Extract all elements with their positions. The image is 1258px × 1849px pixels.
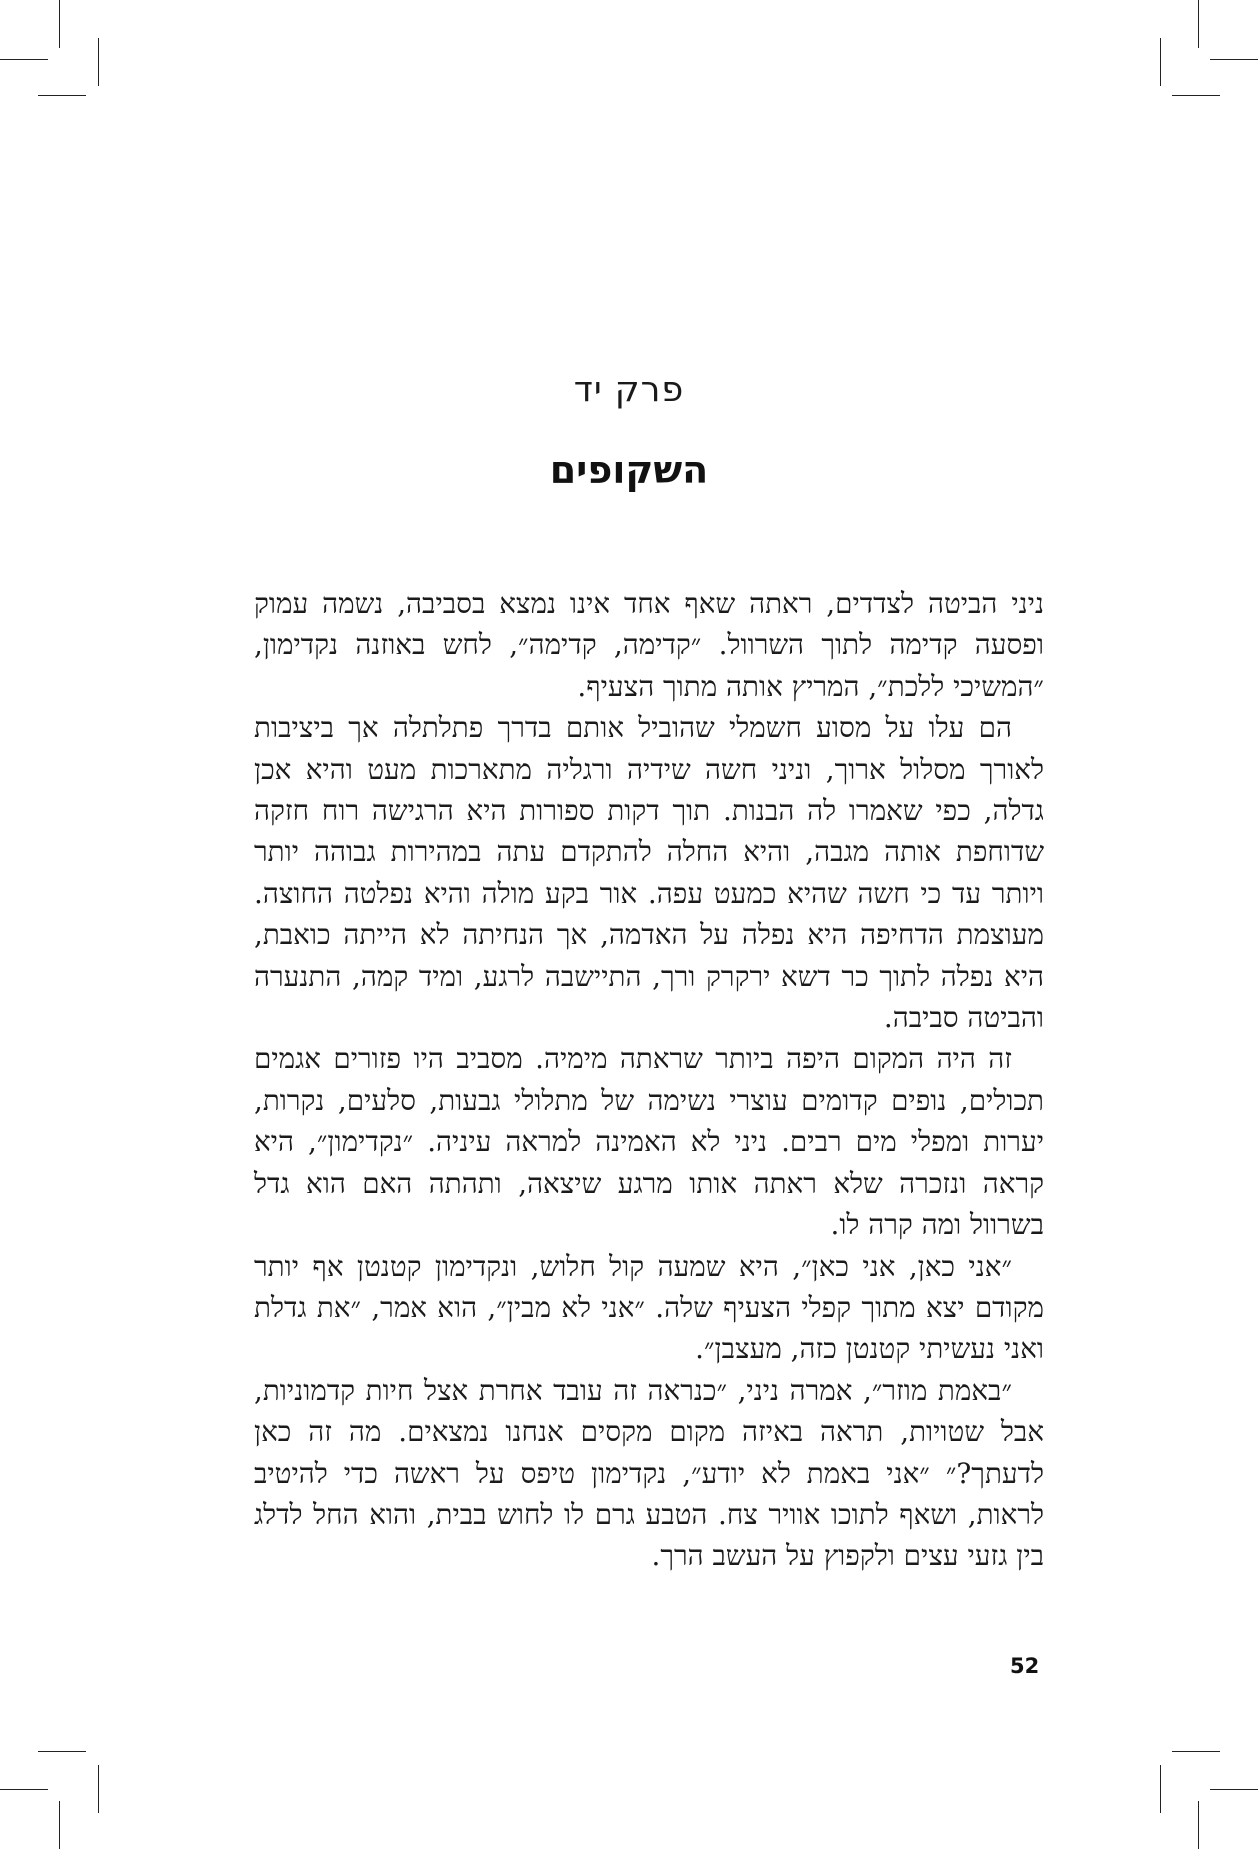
paragraph: ניני הביטה לצדדים, ראתה שאף אחד אינו נמצא בסביבה, נשמה עמוק ופסעה קדימה לתוך השרוול. ״קדימה, קדימה״, לחש באוזנה נקדימון, ״המשיכי ללכת״, המריץ אותה מתוך הצעיף.	[254, 587, 1044, 703]
paragraph: הם עלו על מסוע חשמלי שהוביל אותם בדרך פתלתלה אך ביציבות לאורך מסלול ארוך, וניני חשה שידיה ורגליה מתארכות מעט והיא אכן גדלה, כפי שאמרו לה הבנות. תוך דקות ספורות היא הרגישה רוח חזקה שדוחפת אותה מגבה, והיא החלה להתקדם עתה במהירות גבוהה יותר ויותר עד כי חשה שהיא כמעט עפה. אור בקע מולה והיא נפלטה החוצה. מעוצמת הדחיפה היא נפלה על האדמה, אך הנחיתה לא הייתה כואבת, היא נפלה לתוך כר דשא ירקרק ורך, התיישבה לרגע, ומיד קמה, התנערה והביטה סביבה.	[254, 711, 1045, 1035]
chapter-body	[254, 583, 1044, 1577]
crop-mark	[38, 1751, 86, 1752]
crop-mark	[98, 1765, 99, 1813]
crop-mark	[1198, 1801, 1199, 1849]
crop-mark	[1198, 0, 1199, 48]
paragraph: ״אני כאן, אני כאן״, היא שמעה קול חלוש, ונקדימון קטנטן אף יותר מקודם יצא מתוך קפלי הצעיף שלה. ״אני לא מבין״, הוא אמר, ״את גדלת ואני נעשיתי קטנטן כזה, מעצבן״.	[254, 1249, 1044, 1366]
crop-mark	[1210, 59, 1258, 60]
page-number: 52	[1010, 1654, 1040, 1678]
crop-mark	[1160, 38, 1161, 86]
crop-mark	[59, 0, 60, 48]
crop-mark	[0, 59, 48, 60]
paragraph: ״באמת מוזר״, אמרה ניני, ״כנראה זה עובד אחרת אצל חיות קדמוניות, אבל שטויות, תראה באיזה מקום מקסים אנחנו נמצאים. מה זה כאן לדעתך?״ ״אני באמת לא יודע״, נקדימון טיפס על ראשה כדי להיטיב לראות, ושאף לתוכו אוויר צח. הטבע גרם לו לחוש בבית, והוא החל לדלג בין גזעי עצים ולקפוץ על העשב הרך.	[254, 1373, 1044, 1573]
crop-mark	[98, 38, 99, 86]
crop-mark	[1160, 1765, 1161, 1813]
crop-mark	[1210, 1789, 1258, 1790]
paragraph: זה היה המקום היפה ביותר שראתה מימיה. מסביב היו פזורים אגמים תכולים, נופים קדומים עוצרי נשימה של מתלולי גבעות, סלעים, נקרות, יערות ומפלי מים רבים. ניני לא האמינה למראה עיניה. ״נקדימון״, היא קראה ונזכרה שלא ראתה אותו מרגע שיצאה, ותהתה האם הוא גדל בשרוול ומה קרה לו.	[254, 1042, 1044, 1242]
crop-mark	[1172, 1751, 1220, 1752]
chapter-title: השקופים	[549, 448, 709, 492]
crop-mark	[0, 1789, 48, 1790]
crop-mark	[59, 1801, 60, 1849]
crop-mark	[38, 95, 86, 96]
chapter-number: פרק יד	[573, 370, 685, 410]
crop-mark	[1172, 95, 1220, 96]
